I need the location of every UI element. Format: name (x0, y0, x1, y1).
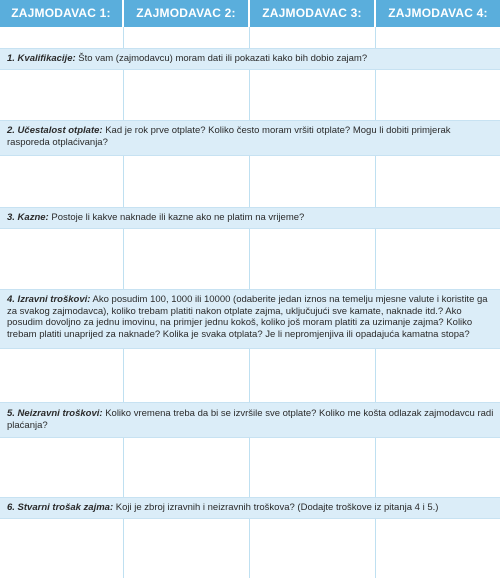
question-6 (7, 502, 495, 514)
question-3-title: 3. Kazne: (7, 212, 49, 223)
header-lender-1: ZAJMODAVAC 1: (0, 0, 122, 27)
header-gap (0, 27, 500, 47)
question-5-title: 5. Neizravni troškovi: (7, 408, 103, 419)
question-5-text: Koliko vremena treba da bi se izvršile sve otplate? Koliko me košta odlazak zajmodavcu radi plaćanja? (7, 408, 494, 431)
question-3-text: Postoje li kakve naknade ili kazne ako ne platim na vrijeme? (51, 212, 305, 223)
question-2-text: Kad je rok prve otplate? Koliko često moram vršiti otplate? Mogu li dobiti primjerak rasporeda otplaćivanja? (7, 125, 451, 148)
question-4 (7, 294, 495, 341)
question-3 (7, 212, 495, 224)
header-lender-2: ZAJMODAVAC 2: (124, 0, 248, 27)
question-6-title: 6. Stvarni trošak zajma: (7, 502, 114, 513)
question-2-title: 2. Učestalost otplate: (7, 125, 103, 136)
question-2 (7, 125, 495, 148)
question-1 (7, 53, 495, 65)
question-5 (7, 408, 495, 431)
question-1-title: 1. Kvalifikacije: (7, 53, 76, 64)
question-4-text: Ako posudim 100, 1000 ili 10000 (odaberite jedan iznos na temelju mjesne valute i koristite ga za svakog zajmodavca), koliko trebam platiti nakon otplate zajma, uključujući sve kamate, naknade itd.? Ako posudim dovoljno za jednu imovinu, na primjer jednu kokoš, koliko još moram platiti za uzimanje zajma? Koliko trebam platiti unaprijed za naknade? Kolika je svaka otplata? Je li nepromjenjiva ili opadajuća kamatna stopa? (7, 294, 488, 341)
question-1-text: Što vam (zajmodavcu) moram dati ili pokazati kako bih dobio zajam? (78, 53, 368, 64)
question-6-text: Koji je zbroj izravnih i neizravnih troškova? (Dodajte troškove iz pitanja 4 i 5.) (115, 502, 439, 513)
question-4-title: 4. Izravni troškovi: (7, 294, 91, 305)
header-lender-4: ZAJMODAVAC 4: (376, 0, 500, 27)
header-lender-3: ZAJMODAVAC 3: (250, 0, 374, 27)
